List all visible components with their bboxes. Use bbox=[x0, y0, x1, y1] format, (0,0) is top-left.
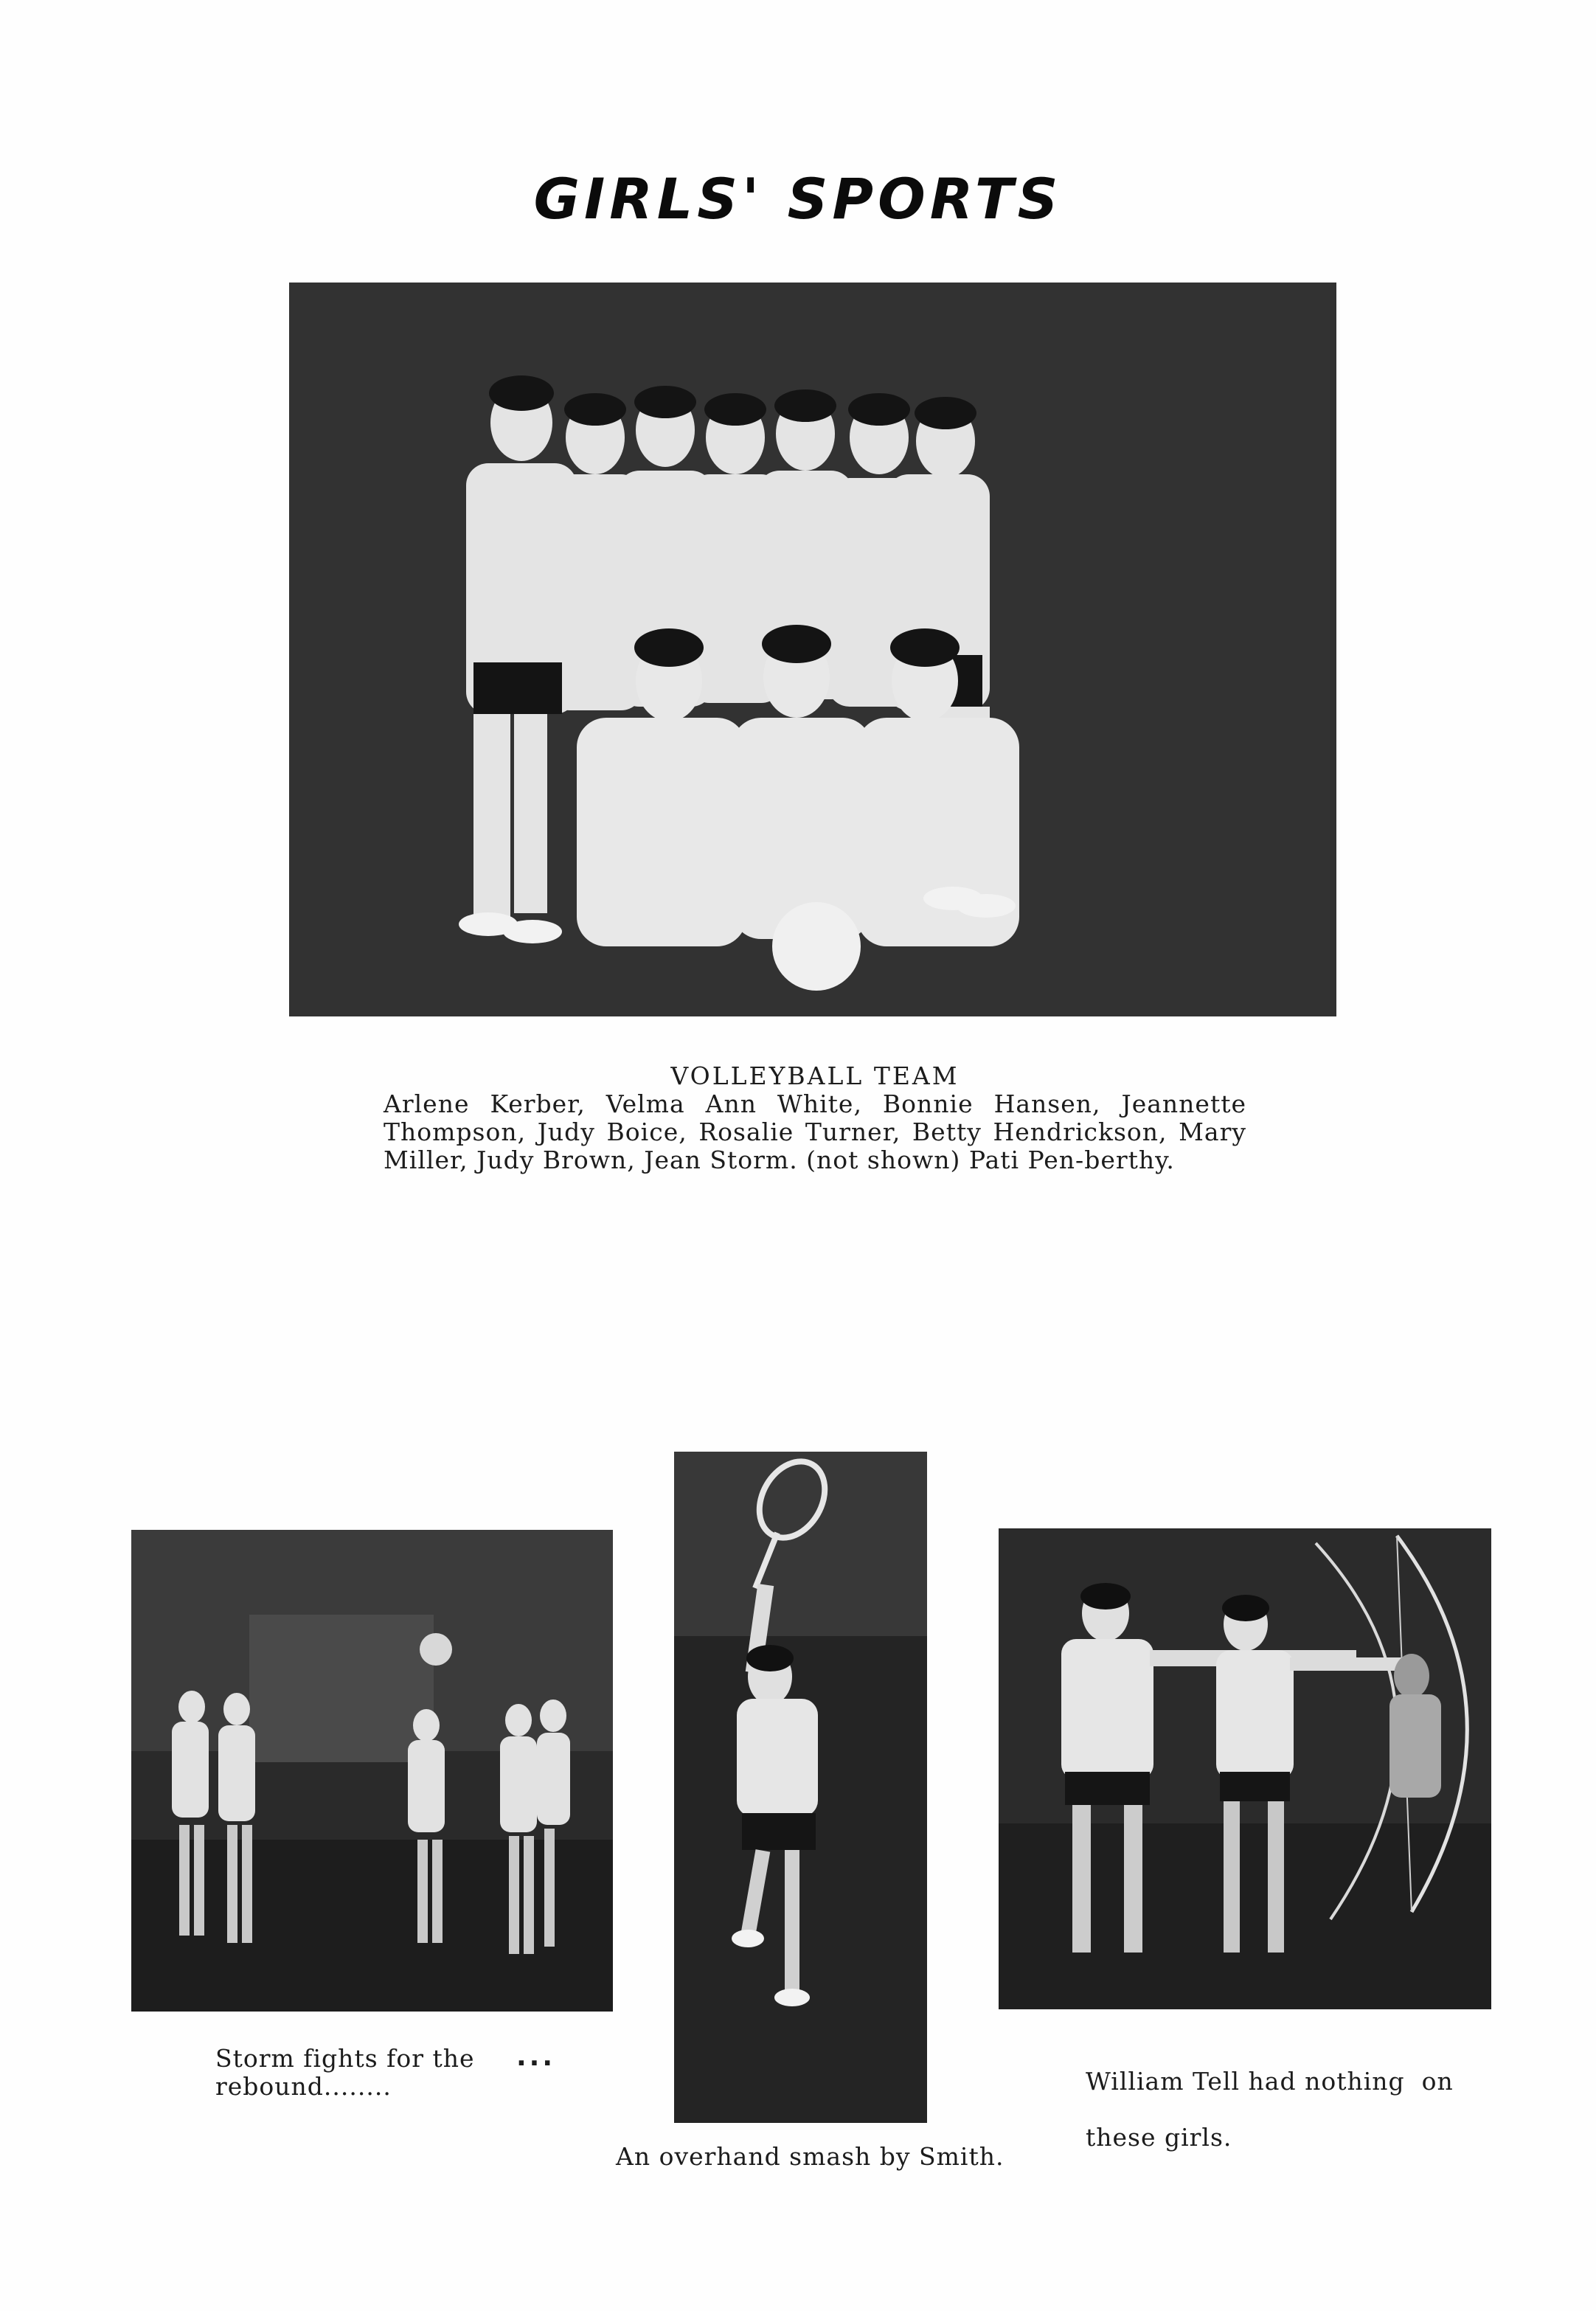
basketball-photo-drawing bbox=[131, 1530, 613, 2012]
archery-photo bbox=[999, 1528, 1491, 2009]
volleyball-team-photo bbox=[289, 283, 1336, 1016]
badminton-photo-drawing bbox=[674, 1452, 927, 2123]
team-photo-drawing bbox=[289, 283, 1336, 1016]
archery-caption bbox=[1052, 2040, 1465, 2180]
basketball-photo bbox=[131, 1530, 613, 2012]
archery-caption-line2: these girls. bbox=[1085, 2123, 1232, 2152]
badminton-caption bbox=[616, 2143, 1029, 2171]
team-caption-heading: VOLLEYBALL TEAM bbox=[670, 1061, 960, 1090]
basketball-caption-line2: rebound........ bbox=[215, 2072, 392, 2101]
page-title: GIRLS' SPORTS bbox=[533, 166, 1063, 232]
team-caption-names: Arlene Kerber, Velma Ann White, Bonnie Hansen, Jeannette Thompson, Judy Boice, Rosalie Turner, Betty Hendrickson, Mary Miller, Judy Brown, Jean Storm. (not shown) Pati Pen-berthy. bbox=[384, 1089, 1246, 1174]
badminton-caption-text: An overhand smash by Smith. bbox=[616, 2142, 1005, 2171]
volleyball-team-caption bbox=[384, 1062, 1246, 1174]
badminton-photo bbox=[674, 1452, 927, 2123]
basketball-caption bbox=[215, 2045, 525, 2101]
archery-photo-drawing bbox=[999, 1528, 1491, 2009]
archery-caption-line1: William Tell had nothing on bbox=[1085, 2067, 1454, 2096]
basketball-caption-dots: ... bbox=[516, 2042, 556, 2072]
basketball-caption-line1: Storm fights for the bbox=[215, 2044, 475, 2073]
